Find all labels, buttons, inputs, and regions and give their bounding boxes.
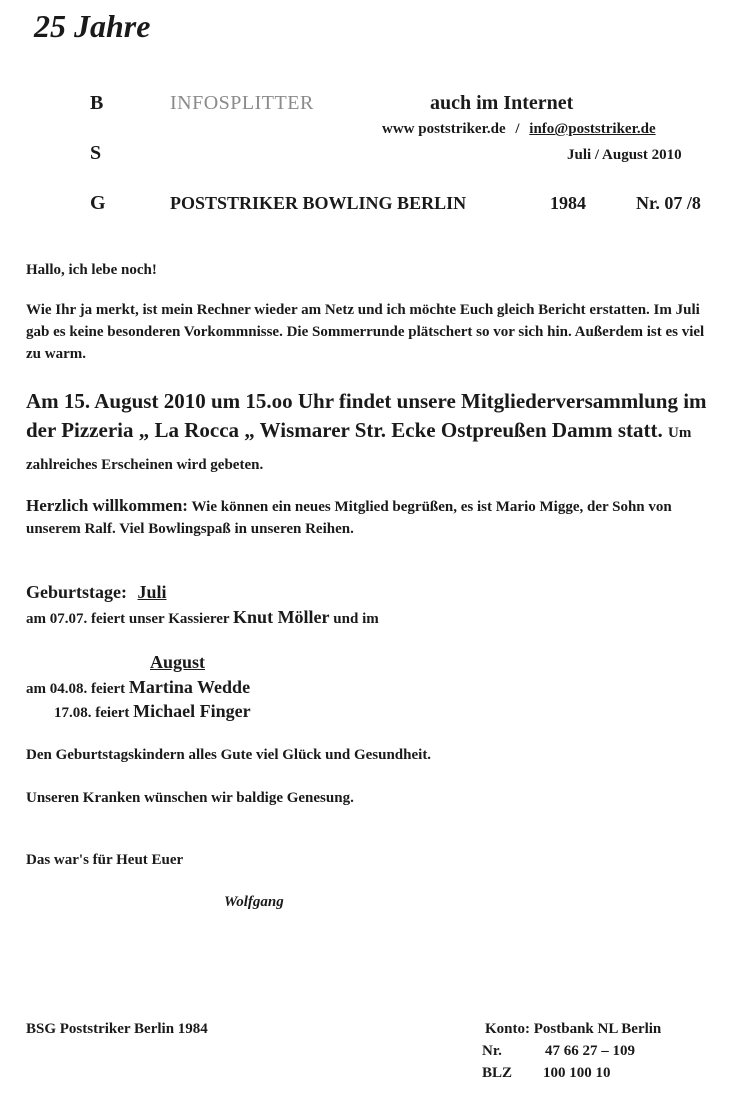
footer-org: BSG Poststriker Berlin 1984 (26, 1021, 208, 1037)
issue-date: Juli / August 2010 (567, 147, 682, 163)
birthdays-label: Geburtstage: (26, 582, 127, 602)
welcome-text: Wie können ein neues Mitglied begrüßen, es ist Mario Migge, der Sohn von unserem Ralf. Viel Bowlingspaß in unseren Reihen. (26, 499, 672, 537)
website-line (382, 121, 656, 138)
link-separator: / (515, 121, 520, 137)
birthdays-heading (26, 582, 167, 603)
issue-number: Nr. 07 /8 (636, 193, 701, 213)
welcome-lead: Herzlich willkommen: (26, 496, 188, 515)
july-date: am 07.07. feiert unser Kassierer (26, 611, 230, 627)
footer-nr-label: Nr. (482, 1043, 502, 1059)
signoff: Das war's für Heut Euer (26, 852, 184, 868)
july-label: Juli (137, 582, 167, 602)
july-name: Knut Möller (233, 607, 330, 627)
website-link[interactable]: www poststriker.de (382, 121, 506, 137)
anniversary-heading: 25 Jahre (34, 8, 151, 44)
aug1-name: Martina Wedde (128, 677, 251, 697)
august-birthday-2 (54, 701, 251, 722)
july-birthday (26, 607, 379, 628)
intro-paragraph: Wie Ihr ja merkt, ist mein Rechner wieder am Netz und ich möchte Euch gleich Bericht erstatten. Im Juli gab es keine besonderen Vorkommnisse. Die Sommerrunde plätschert so vor sich hin. Außerdem ist es viel zu warm. (26, 302, 705, 362)
greeting: Hallo, ich lebe noch! (26, 262, 157, 278)
signature: Wolfgang (224, 894, 284, 910)
letter-g: G (90, 192, 106, 214)
aug1-date: am 04.08. feiert (26, 681, 126, 697)
infosplitter-title: INFOSPLITTER (170, 92, 314, 114)
footer-blz-value: 100 100 10 (543, 1065, 611, 1081)
footer-blz-label: BLZ (482, 1065, 513, 1081)
letter-b: B (90, 92, 104, 114)
aug2-date: 17.08. feiert (54, 705, 130, 721)
meeting-announcement (26, 387, 721, 480)
july-end: und im (333, 611, 379, 627)
meeting-main-text: Am 15. August 2010 um 15.oo Uhr findet unsere Mitgliederversammlung im der Pizzeria „ La Rocca „ Wismarer Str. Ecke Ostpreußen Damm statt. (26, 389, 707, 442)
august-birthday-1 (26, 677, 250, 698)
email-link[interactable]: info@poststriker.de (529, 121, 656, 137)
internet-label: auch im Internet (430, 92, 574, 114)
aug2-name: Michael Finger (133, 701, 251, 721)
get-well-wishes: Unseren Kranken wünschen wir baldige Genesung. (26, 790, 354, 806)
letter-s: S (90, 142, 102, 164)
meeting-small-text: Um zahlreiches Erscheinen wird gebeten. (26, 425, 692, 473)
birthday-wishes: Den Geburtstagskindern alles Gute viel Glück und Gesundheit. (26, 747, 432, 763)
footer-nr-value: 47 66 27 – 109 (545, 1043, 635, 1059)
club-name: POSTSTRIKER BOWLING BERLIN (170, 193, 467, 213)
welcome-paragraph (26, 495, 716, 540)
august-label: August (150, 652, 206, 672)
footer-konto: Konto: Postbank NL Berlin (485, 1021, 662, 1037)
founded-year: 1984 (550, 193, 586, 213)
